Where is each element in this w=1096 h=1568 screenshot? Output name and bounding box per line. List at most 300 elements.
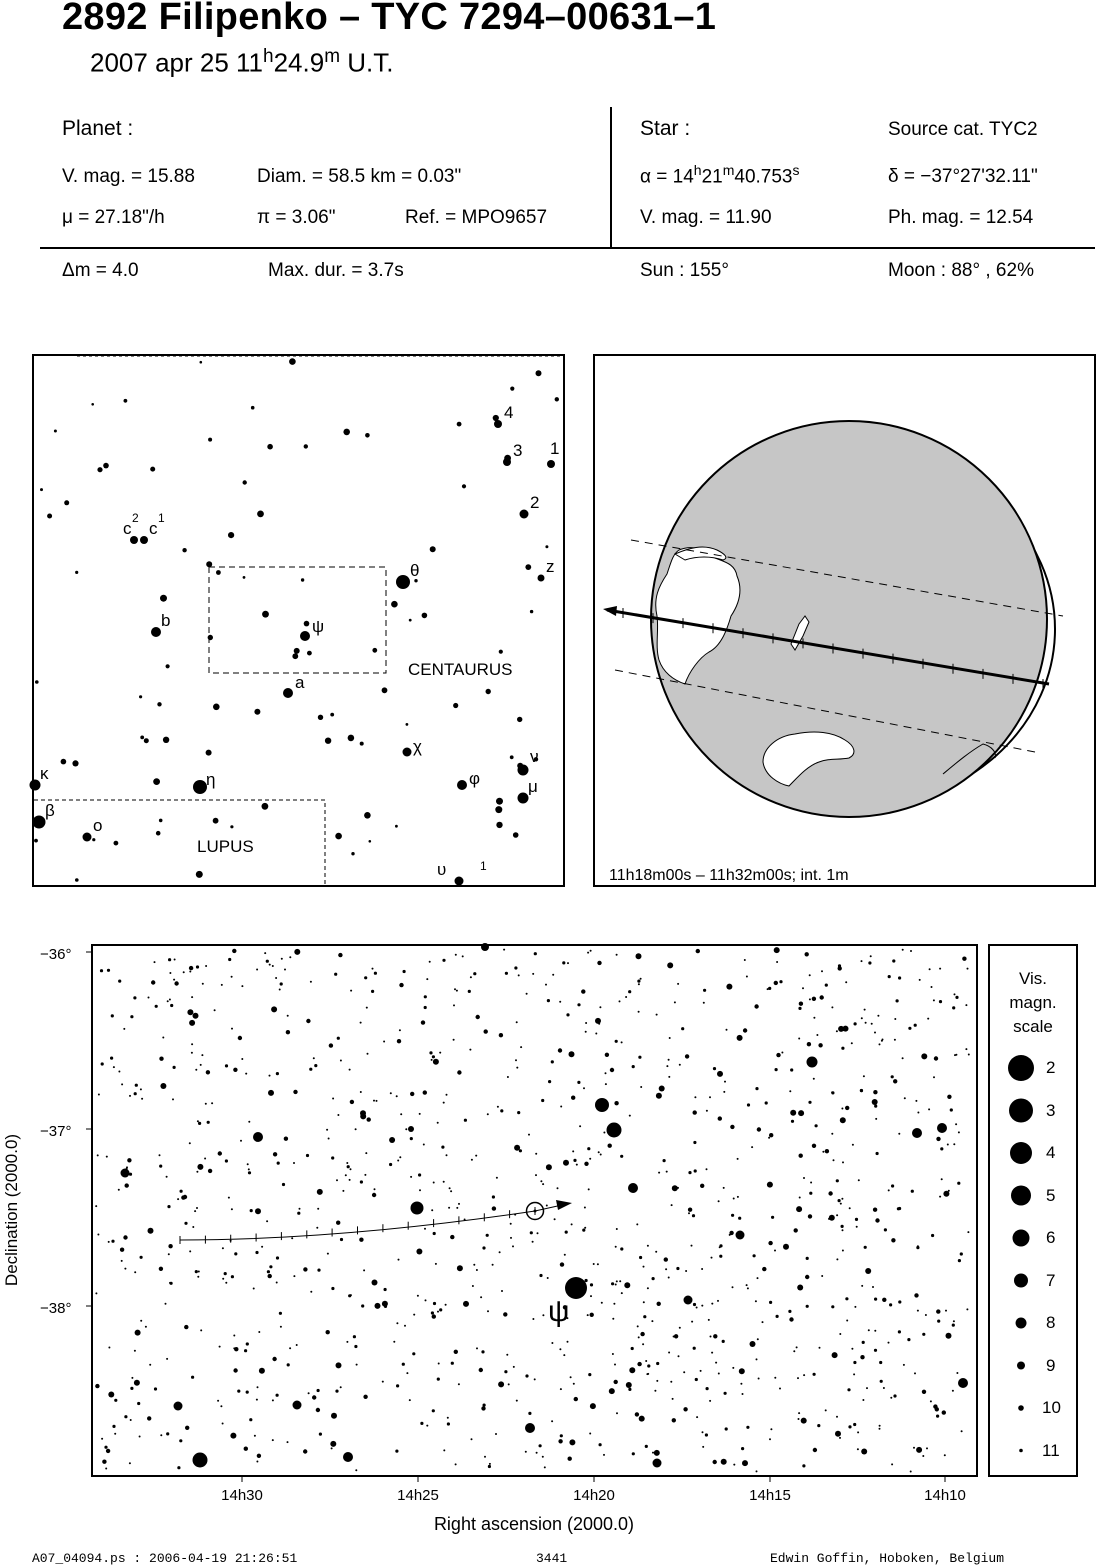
chart-star — [431, 1311, 434, 1314]
chart-star — [202, 983, 204, 985]
finder-star — [555, 397, 559, 401]
chart-bright-star — [595, 1098, 609, 1112]
chart-star — [940, 1147, 943, 1150]
chart-star — [891, 1184, 894, 1187]
chart-star — [860, 1355, 864, 1359]
chart-star — [603, 1454, 605, 1456]
chart-star — [587, 1147, 590, 1150]
chart-star — [360, 1180, 363, 1183]
chart-star — [584, 1227, 586, 1229]
ra-h-sup: h — [693, 162, 702, 178]
chart-star — [805, 1275, 809, 1279]
chart-star — [287, 1441, 289, 1443]
chart-star — [790, 1110, 796, 1116]
dec-axis — [40, 946, 92, 1317]
chart-star — [645, 1445, 648, 1448]
chart-star — [453, 1004, 455, 1006]
chart-star — [361, 1304, 364, 1307]
finder-stars — [30, 358, 560, 885]
chart-star — [303, 1267, 307, 1271]
chart-star — [868, 1329, 870, 1331]
chart-bright-star — [343, 1452, 353, 1462]
chart-star — [583, 1087, 585, 1089]
chart-star — [695, 1378, 698, 1381]
chart-star — [336, 1221, 340, 1225]
finder-star — [64, 500, 69, 505]
chart-star — [567, 962, 569, 964]
chart-star — [532, 1318, 534, 1320]
chart-star — [317, 1189, 323, 1195]
chart-star — [393, 1341, 395, 1343]
chart-star — [911, 1190, 914, 1193]
legend-mag-8: 8 — [1046, 1313, 1056, 1332]
label-2: 2 — [530, 493, 540, 512]
chart-star — [743, 1028, 747, 1032]
chart-star — [189, 1250, 191, 1252]
chart-star — [97, 1234, 99, 1236]
chart-star — [399, 1029, 401, 1031]
chart-star — [500, 1109, 503, 1112]
star-phmag: Ph. mag. = 12.54 — [888, 207, 1034, 228]
chart-star — [514, 966, 517, 969]
chart-star — [349, 1069, 351, 1071]
chart-star — [813, 1017, 815, 1019]
chart-star — [256, 1461, 258, 1463]
chart-star — [282, 1183, 285, 1186]
chart-star — [476, 1269, 478, 1271]
finder-star — [144, 738, 149, 743]
chart-star — [266, 960, 269, 963]
chart-star — [769, 1301, 772, 1304]
chart-star — [769, 1438, 771, 1440]
chart-star — [640, 1086, 642, 1088]
chart-star — [118, 1189, 120, 1191]
chart-star — [462, 955, 464, 957]
chart-star — [865, 1022, 867, 1024]
star-chart — [0, 940, 1096, 1540]
chart-star — [272, 965, 274, 967]
chart-star — [396, 1384, 399, 1387]
chart-star — [629, 1367, 635, 1373]
chart-star — [838, 964, 841, 967]
chart-star — [544, 1466, 546, 1468]
chart-star — [936, 1415, 939, 1418]
chart-star — [626, 1382, 632, 1388]
chart-star — [129, 1095, 131, 1097]
chart-star — [108, 1241, 110, 1243]
chart-star — [487, 1310, 489, 1312]
chart-star — [201, 1054, 203, 1056]
chart-star — [230, 1433, 236, 1439]
chart-star — [713, 1460, 717, 1464]
chart-star — [355, 1469, 357, 1471]
chart-star — [105, 1468, 107, 1470]
chart-star — [455, 1463, 457, 1465]
chart-star — [639, 1416, 645, 1422]
legend-mag-2: 2 — [1046, 1058, 1056, 1077]
chart-star — [148, 1228, 154, 1234]
finder-star — [150, 467, 155, 472]
chart-star — [159, 1267, 163, 1271]
chart-star — [471, 1159, 473, 1161]
chart-star — [446, 1094, 448, 1096]
chart-star — [875, 1218, 879, 1222]
finder-star — [513, 832, 519, 838]
chart-star — [681, 1027, 684, 1030]
chart-star — [168, 958, 171, 961]
chart-star — [809, 1192, 812, 1195]
chart-star — [854, 1022, 857, 1025]
chart-star — [166, 1432, 169, 1435]
chart-bright-star — [653, 1459, 662, 1468]
finder-star — [430, 546, 436, 552]
chart-star — [445, 1304, 447, 1306]
chart-star — [632, 1452, 635, 1455]
chart-star — [439, 1308, 442, 1311]
chart-star — [399, 983, 403, 987]
chart-star — [395, 1450, 398, 1453]
chart-star — [719, 1246, 721, 1248]
target-star — [534, 1210, 537, 1213]
chart-star — [696, 1416, 698, 1418]
finder-star — [453, 703, 458, 708]
chart-star — [532, 973, 534, 975]
finder-star — [92, 838, 95, 841]
chart-star — [668, 1059, 670, 1061]
finder-named-star — [83, 833, 92, 842]
chart-star — [747, 1287, 749, 1289]
chart-star — [794, 1228, 798, 1232]
finder-star — [97, 467, 102, 472]
chart-star — [347, 1165, 350, 1168]
chart-star — [111, 1014, 114, 1017]
chart-star — [674, 1001, 676, 1003]
chart-star — [855, 1218, 858, 1221]
chart-star — [129, 1462, 131, 1464]
chart-star — [456, 990, 458, 992]
dec-tick-38: −38° — [40, 1300, 72, 1317]
chart-star — [599, 1443, 602, 1446]
chart-star — [410, 1176, 412, 1178]
chart-star — [768, 1137, 770, 1139]
label-eta: η — [206, 770, 216, 789]
chart-star — [768, 1241, 772, 1245]
chart-star — [813, 1078, 815, 1080]
chart-star — [567, 1341, 569, 1343]
finder-named-star — [518, 793, 529, 804]
chart-star — [809, 998, 811, 1000]
chart-star — [437, 1378, 440, 1381]
chart-star — [183, 971, 185, 973]
finder-star — [91, 403, 94, 406]
chart-star — [746, 1284, 748, 1286]
chart-star — [338, 953, 342, 957]
chart-star — [269, 1075, 271, 1077]
finder-star — [103, 463, 109, 469]
chart-star — [376, 1100, 378, 1102]
chart-star — [825, 984, 828, 987]
chart-star — [449, 1187, 451, 1189]
chart-star — [854, 1306, 856, 1308]
chart-star — [798, 1418, 800, 1420]
chart-star — [838, 1026, 844, 1032]
chart-star — [779, 1388, 781, 1390]
chart-star — [605, 1083, 607, 1085]
finder-named-star — [300, 631, 310, 641]
finder-star — [530, 610, 533, 613]
legend-mag-4: 4 — [1046, 1143, 1056, 1162]
chart-star — [382, 1381, 384, 1383]
finder-star — [499, 650, 503, 654]
chart-star — [489, 1463, 491, 1465]
chart-star — [168, 1244, 172, 1248]
chart-star — [284, 969, 286, 971]
chart-star — [879, 1361, 882, 1364]
chart-star — [98, 1094, 100, 1096]
chart-star — [217, 1400, 219, 1402]
max-duration: Max. dur. = 3.7s — [268, 260, 404, 281]
chart-star — [286, 1030, 290, 1034]
chart-star — [955, 1054, 957, 1056]
chart-star — [711, 1303, 713, 1305]
chart-star — [160, 1434, 162, 1436]
chart-star — [788, 1310, 791, 1313]
chart-star — [917, 1310, 919, 1312]
chart-star — [458, 1203, 460, 1205]
chart-star — [437, 1311, 439, 1313]
chart-star — [426, 978, 428, 980]
chart-star — [903, 1364, 905, 1366]
star-declination: δ = −37°27'32.11" — [888, 166, 1038, 187]
chart-star — [303, 1449, 307, 1453]
chart-star — [796, 1346, 798, 1348]
chart-star — [726, 1029, 728, 1031]
chart-star — [822, 1151, 824, 1153]
chart-star — [667, 962, 673, 968]
chart-star — [375, 1303, 381, 1309]
chart-star — [620, 1247, 623, 1250]
chart-star — [101, 1062, 104, 1065]
chart-star — [873, 1090, 877, 1094]
finder-star — [496, 822, 502, 828]
finder-named-star — [30, 780, 41, 791]
chart-star — [631, 1347, 634, 1350]
chart-star — [102, 1460, 106, 1464]
chart-star — [802, 987, 804, 989]
chart-star — [560, 1106, 562, 1108]
finder-chart — [32, 354, 565, 887]
chart-star — [563, 1354, 565, 1356]
chart-star — [426, 1425, 428, 1427]
chart-star — [329, 1043, 333, 1047]
chart-star — [619, 1280, 621, 1282]
chart-star — [372, 1193, 376, 1197]
chart-star — [349, 1179, 351, 1181]
finder-named-star — [455, 877, 464, 886]
legend-title-vis: Vis. — [1018, 969, 1048, 988]
chart-star — [774, 947, 780, 953]
chart-star — [432, 1055, 435, 1058]
chart-star — [705, 1433, 708, 1436]
chart-bright-star — [525, 1423, 535, 1433]
chart-star — [360, 1022, 362, 1024]
chart-star — [621, 1041, 623, 1043]
chart-star — [360, 1113, 366, 1119]
chart-star — [718, 1116, 722, 1120]
chart-star — [585, 1031, 587, 1033]
chart-star — [319, 1433, 322, 1436]
finder-star — [257, 511, 264, 518]
chart-star — [455, 954, 457, 956]
chart-star — [927, 1018, 929, 1020]
label-upsilon-sup: 1 — [480, 859, 487, 873]
chart-star — [318, 1269, 320, 1271]
chart-star — [825, 1409, 827, 1411]
chart-star — [257, 1386, 259, 1388]
chart-star — [192, 1226, 194, 1228]
chart-star — [585, 1279, 588, 1282]
chart-star — [127, 1158, 131, 1162]
chart-star — [747, 1103, 750, 1106]
chart-star — [503, 1312, 507, 1316]
chart-star — [196, 1171, 198, 1173]
chart-star — [933, 999, 935, 1001]
chart-star — [967, 1231, 969, 1233]
finder-star — [216, 570, 221, 575]
chart-star — [668, 1352, 670, 1354]
chart-star — [519, 1149, 522, 1152]
chart-star — [433, 1232, 436, 1235]
chart-star — [776, 1315, 779, 1318]
chart-bright-star — [807, 1057, 818, 1068]
chart-star — [942, 1410, 946, 1414]
chart-star — [417, 1295, 419, 1297]
chart-bright-star — [121, 1169, 130, 1178]
chart-star — [198, 1122, 201, 1125]
finder-star — [493, 415, 499, 421]
chart-star — [668, 1277, 670, 1279]
chart-star — [169, 972, 171, 974]
chart-star — [180, 1190, 183, 1193]
chart-star — [762, 1321, 764, 1323]
finder-labels — [40, 403, 559, 879]
label-b: b — [161, 611, 171, 630]
planet-diameter: Diam. = 58.5 km = 0.03" — [257, 166, 462, 187]
finder-star — [213, 704, 220, 711]
chart-star — [774, 1377, 776, 1379]
ra-tick-1410: 14h10 — [924, 1487, 966, 1504]
chart-star — [879, 1428, 881, 1430]
chart-star — [821, 970, 823, 972]
chart-star — [170, 1004, 173, 1007]
chart-star — [774, 981, 778, 985]
chart-star — [404, 1325, 406, 1327]
chart-star — [729, 1231, 733, 1235]
chart-star — [656, 1380, 658, 1382]
chart-star — [638, 1011, 640, 1013]
chart-star — [104, 1446, 107, 1449]
chart-star — [207, 1121, 210, 1124]
chart-star — [557, 1187, 559, 1189]
chart-star — [832, 1352, 838, 1358]
chart-star — [709, 1096, 711, 1098]
chart-star — [439, 1052, 441, 1054]
chart-star — [429, 961, 431, 963]
chart-star — [723, 1187, 725, 1189]
chart-bright-star — [684, 1296, 693, 1305]
chart-star — [925, 1314, 927, 1316]
chart-star — [399, 1156, 401, 1158]
chart-star — [276, 1282, 278, 1284]
chart-star — [545, 984, 547, 986]
chart-star — [264, 952, 266, 954]
chart-star — [406, 1372, 408, 1374]
finder-star — [159, 819, 163, 823]
chart-star — [291, 1237, 293, 1239]
chart-star — [615, 1040, 618, 1043]
legend-dot — [1008, 1055, 1034, 1081]
label-phi: φ — [469, 769, 481, 788]
chart-star — [922, 1333, 925, 1336]
label-chi: χ — [413, 737, 422, 756]
chart-star — [846, 1320, 848, 1322]
chart-star — [340, 1060, 342, 1062]
chart-star — [599, 1006, 601, 1008]
finder-star — [213, 818, 219, 824]
chart-star — [316, 1408, 320, 1412]
chart-star — [334, 973, 337, 976]
legend-dot — [1016, 1318, 1027, 1329]
chart-star — [424, 1228, 426, 1230]
chart-star — [259, 1368, 265, 1374]
chart-star — [547, 1277, 549, 1279]
chart-star — [332, 1098, 334, 1100]
chart-star — [590, 1313, 594, 1317]
chart-star — [130, 1015, 133, 1018]
chart-star — [372, 1280, 378, 1286]
chart-star — [919, 979, 921, 981]
chart-bright-star — [937, 1123, 947, 1133]
chart-star — [473, 1264, 475, 1266]
chart-star — [126, 1166, 128, 1168]
chart-star — [616, 1228, 618, 1230]
chart-star — [340, 1238, 343, 1241]
sun-elongation: Sun : 155° — [640, 260, 729, 281]
chart-star — [872, 1286, 874, 1288]
chart-star — [382, 1301, 388, 1307]
chart-star — [813, 1373, 816, 1376]
chart-star — [871, 1023, 873, 1025]
finder-star — [200, 361, 203, 364]
chart-star — [195, 1270, 198, 1273]
chart-star — [447, 1422, 450, 1425]
psi-chart-label: ψ — [548, 1295, 570, 1328]
legend-mag-7: 7 — [1046, 1271, 1056, 1290]
chart-star — [708, 1319, 710, 1321]
chart-star — [866, 1387, 868, 1389]
chart-star — [725, 1427, 728, 1430]
chart-star — [293, 1090, 297, 1094]
chart-star — [966, 1308, 968, 1310]
chart-star — [696, 949, 700, 953]
finder-star — [486, 689, 491, 694]
chart-star — [200, 1329, 202, 1331]
chart-star — [205, 1103, 207, 1105]
chart-bright-star — [253, 1132, 263, 1142]
lupus-boundary — [34, 800, 325, 887]
chart-star — [331, 1156, 334, 1159]
chart-star — [616, 1280, 618, 1282]
